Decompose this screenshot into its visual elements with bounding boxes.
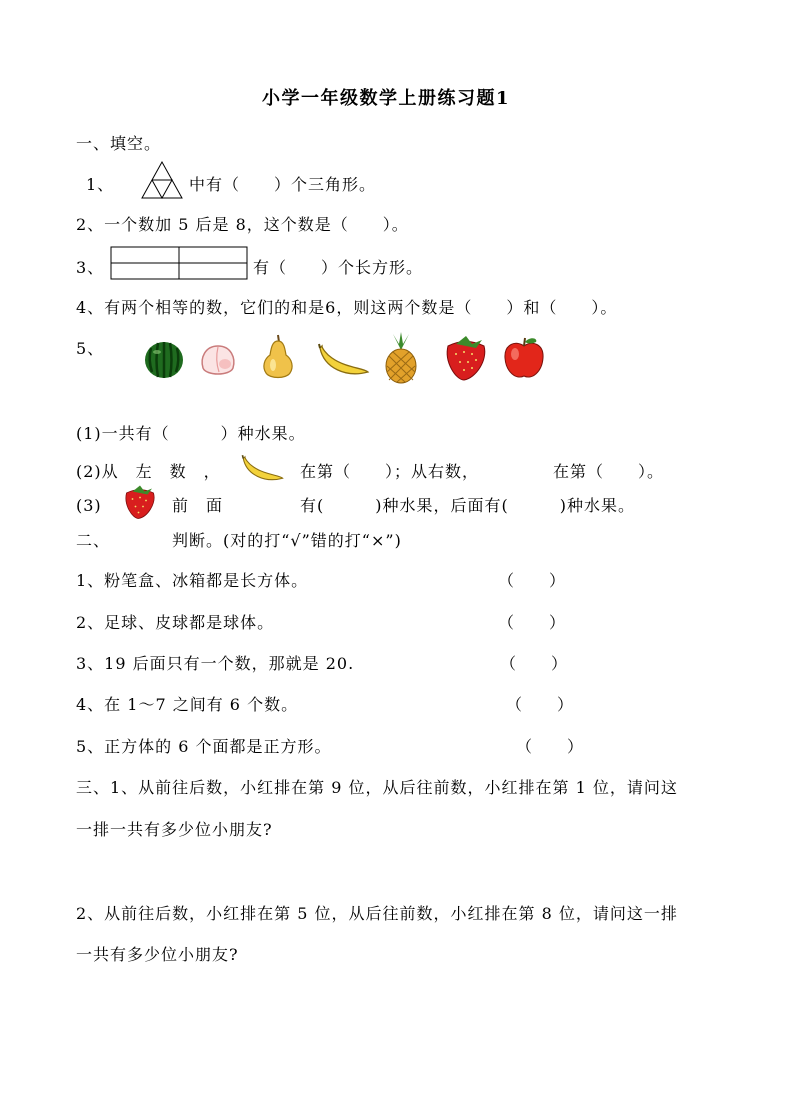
q5-sub2-middle: 在第（ ）；从右数，: [300, 462, 480, 481]
q5-sub3-front: 前 面: [172, 496, 224, 515]
judge-item: 3、19 后面只有一个数，那就是 20.: [76, 654, 355, 673]
q3-number: 3、: [76, 258, 105, 277]
judge-item: 4、在 1～7 之间有 6 个数。: [76, 695, 299, 714]
judge-item: 5、正方体的 6 个面都是正方形。: [76, 737, 332, 756]
q5-sub2-start: (2)从 左 数 ，: [76, 462, 221, 481]
problem2-line2: 一共有多少位小朋友?: [76, 945, 239, 964]
judge-item: 1、粉笔盒、冰箱都是长方体。: [76, 571, 309, 590]
section2-heading: 判断。(对的打“√”错的打“×”): [172, 531, 402, 550]
page-title: 小学一年级数学上册练习题1: [262, 88, 511, 109]
peach-icon: [197, 338, 239, 380]
problem2-line1: 2、从前往后数，小红排在第 5 位，从后往前数，小红排在第 8 位，请问这一排: [76, 904, 678, 923]
q5-number: 5、: [76, 339, 105, 358]
banana-icon: [240, 452, 286, 488]
q4-text: 4、有两个相等的数，它们的和是6，则这两个数是（ ）和（ ）。: [76, 298, 618, 317]
q5-sub3-rest: 有( )种水果，后面有( )种水果。: [300, 496, 635, 515]
problem1-line1: 三、1、从前往后数，小红排在第 9 位，从后往前数，小红排在第 1 位，请问这: [76, 778, 678, 797]
judge-blank: （ ）: [498, 613, 567, 632]
section2-number: 二、: [76, 531, 111, 550]
section1-heading: 一、填空。: [76, 134, 162, 153]
q2-text: 2、一个数加 5 后是 8，这个数是（ ）。: [76, 215, 409, 234]
judge-blank: （ ）: [516, 737, 585, 756]
judge-blank: （ ）: [500, 654, 569, 673]
judge-blank: （ ）: [498, 571, 567, 590]
apple-icon: [500, 334, 548, 382]
judge-blank: （ ）: [506, 695, 575, 714]
q3-text: 有（ ）个长方形。: [253, 258, 424, 277]
pineapple-icon: [381, 332, 421, 384]
problem1-line2: 一排一共有多少位小朋友?: [76, 820, 273, 839]
rectangle-figure-icon: [110, 246, 250, 282]
q1-text: 中有（ ）个三角形。: [189, 175, 377, 194]
strawberry-icon: [122, 484, 158, 520]
q5-sub2-end: 在第（ ）。: [553, 462, 665, 481]
q5-sub3-number: (3): [76, 496, 102, 515]
judge-item: 2、足球、皮球都是球体。: [76, 613, 275, 632]
triangle-figure-icon: [140, 160, 184, 200]
strawberry-icon: [442, 334, 490, 382]
q1-number: 1、: [86, 175, 115, 194]
watermelon-icon: [143, 338, 185, 380]
pear-icon: [258, 333, 298, 381]
banana-icon: [316, 342, 372, 382]
q5-sub1: (1)一共有（ ）种水果。: [76, 424, 306, 443]
